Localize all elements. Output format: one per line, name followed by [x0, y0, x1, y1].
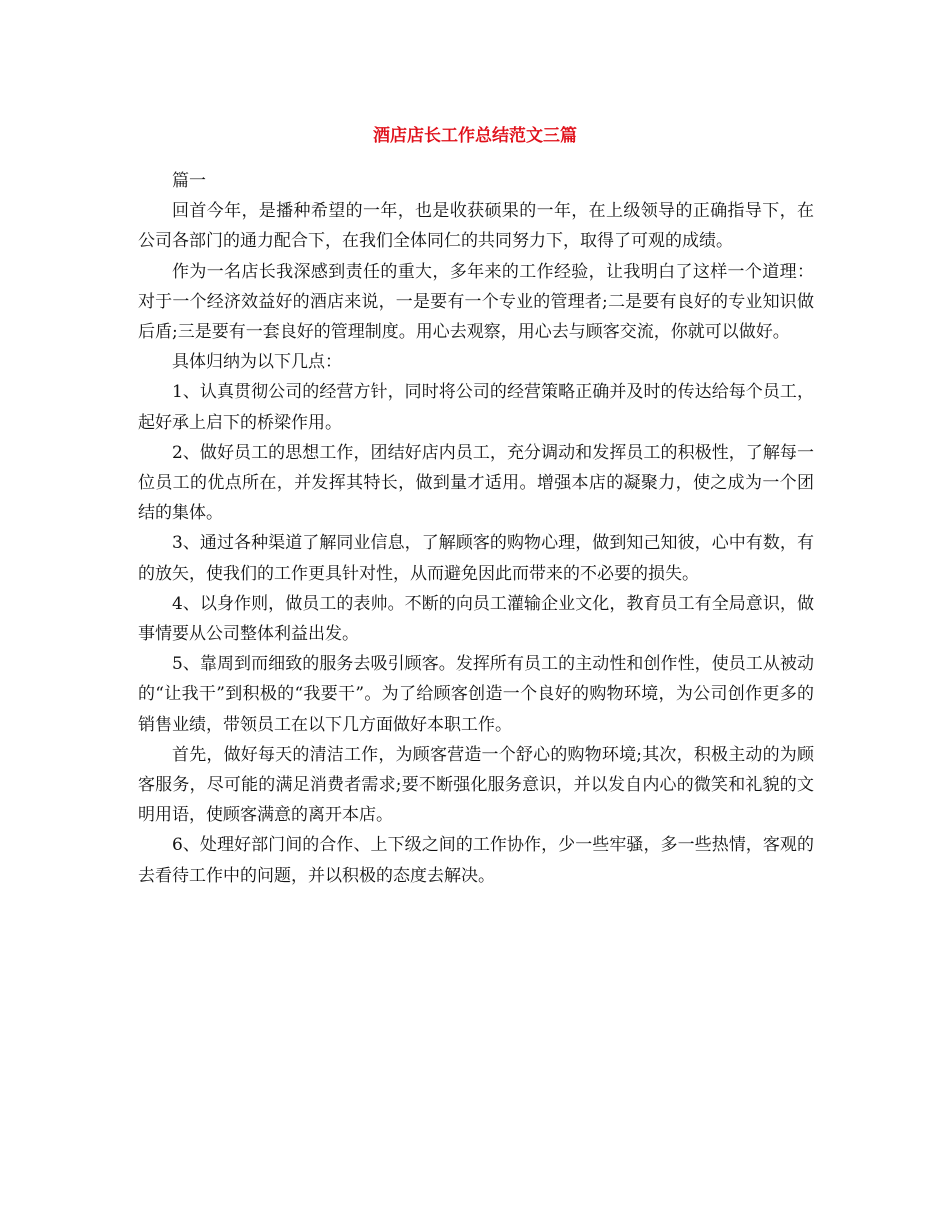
list-item: 4、以身作则，做员工的表帅。不断的向员工灌输企业文化，教育员工有全局意识，做事情要从公司整体利益出发。 [138, 593, 814, 645]
list-item: 1、认真贯彻公司的经营方针，同时将公司的经营策略正确并及时的传达给每个员工，起好承上启下的桥梁作用。 [138, 382, 814, 433]
document-body [138, 166, 814, 891]
list-item: 6、处理好部门间的合作、上下级之间的工作协作，少一些牢骚，多一些热情，客观的去看待工作中的问题，并以积极的态度去解决。 [138, 835, 814, 886]
paragraph: 回首今年，是播种希望的一年，也是收获硕果的一年，在上级领导的正确指导下，在公司各部门的通力配合下，在我们全体同仁的共同努力下，取得了可观的成绩。 [138, 201, 814, 252]
paragraph: 具体归纳为以下几点： [172, 352, 342, 373]
list-item: 2、做好员工的思想工作，团结好店内员工，充分调动和发挥员工的积极性，了解每一位员工的优点所在，并发挥其特长，做到量才适用。增强本店的凝聚力，使之成为一个团结的集体。 [138, 442, 814, 524]
list-item: 5、靠周到而细致的服务去吸引顾客。发挥所有员工的主动性和创作性，使员工从被动的“让我干”到积极的“我要干”。为了给顾客创造一个良好的购物环境，为公司创作更多的销售业绩，带领员工在以下几方面做好本职工作。 [138, 654, 814, 735]
paragraph: 首先，做好每天的清洁工作，为顾客营造一个舒心的购物环境;其次，积极主动的为顾客服务，尽可能的满足消费者需求;要不断强化服务意识，并以发自内心的微笑和礼貌的文明用语，使顾客满意的离开本店。 [138, 744, 814, 826]
section-heading: 篇一 [172, 171, 206, 191]
list-item: 3、通过各种渠道了解同业信息，了解顾客的购物心理，做到知己知彼，心中有数，有的放矢，使我们的工作更具针对性，从而避免因此而带来的不必要的损失。 [138, 533, 814, 584]
paragraph: 作为一名店长我深感到责任的重大，多年来的工作经验，让我明白了这样一个道理：对于一个经济效益好的酒店来说，一是要有一个专业的管理者;二是要有良好的专业知识做后盾;三是要有一套良好的管理制度。用心去观察，用心去与顾客交流，你就可以做好。 [138, 261, 814, 343]
document-title: 酒店店长工作总结范文三篇 [373, 126, 577, 146]
